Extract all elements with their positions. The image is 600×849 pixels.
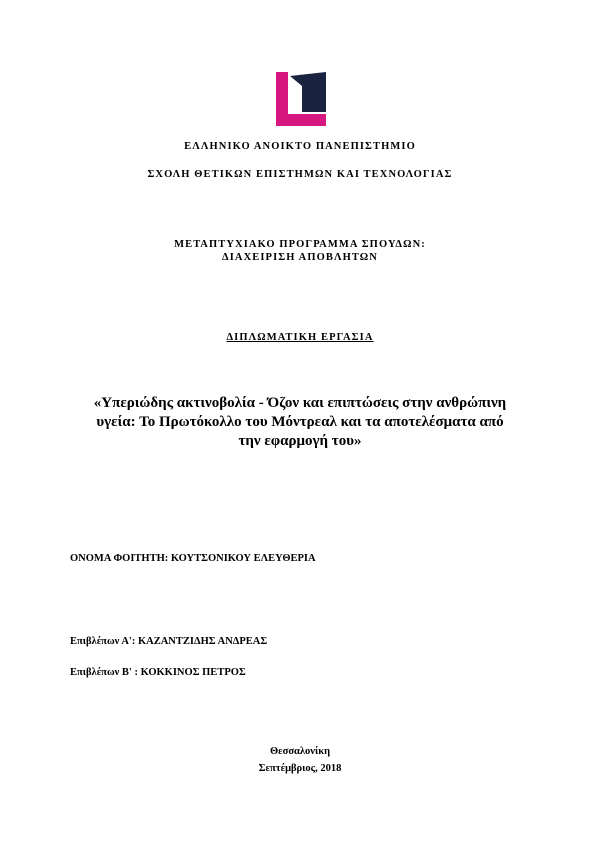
thesis-title-line-3: την εφαρμογή του» <box>238 433 362 449</box>
program-subject: ΔΙΑΧΕΙΡΙΣΗ ΑΠΟΒΛΗΤΩΝ <box>222 252 378 263</box>
thesis-title-line-1: «Υπεριώδης ακτινοβολία - Όζον και επιπτώσεις στην ανθρώπινη <box>93 395 507 411</box>
eap-logo-icon <box>276 72 326 126</box>
supervisor-a: Επιβλέπων Α': ΚΑΖΑΝΤΖΙΔΗΣ ΑΝΔΡΕΑΣ <box>70 636 268 647</box>
school-name: ΣΧΟΛΗ ΘΕΤΙΚΩΝ ΕΠΙΣΤΗΜΩΝ ΚΑΙ ΤΕΧΝΟΛΟΓΙΑΣ <box>147 169 453 180</box>
student-name: ΟΝΟΜΑ ΦΟΙΤΗΤΗ: ΚΟΥΤΣΟΝΙΚΟΥ ΕΛΕΥΘΕΡΙΑ <box>70 553 316 564</box>
thesis-type: ΔΙΠΛΩΜΑΤΙΚΗ ΕΡΓΑΣΙΑ <box>226 332 374 343</box>
city: Θεσσαλονίκη <box>269 746 331 757</box>
thesis-title-line-2: υγεία: Το Πρωτόκολλο του Μόντρεαλ και τα αποτελέσματα από <box>96 414 504 430</box>
date: Σεπτέμβριος, 2018 <box>258 763 342 774</box>
supervisor-b: Επιβλέπων Β' : ΚΟΚΚΙΝΟΣ ΠΕΤΡΟΣ <box>70 667 246 678</box>
thesis-title <box>70 394 530 451</box>
university-name: ΕΛΛΗΝΙΚΟ ΑΝΟΙΚΤΟ ΠΑΝΕΠΙΣΤΗΜΙΟ <box>184 141 416 152</box>
program-block <box>0 238 600 264</box>
eap-logo-graphic <box>276 72 326 126</box>
logo-magenta-base <box>276 114 326 126</box>
program-title: ΜΕΤΑΠΤΥΧΙΑΚΟ ΠΡΟΓΡΑΜΜΑ ΣΠΟΥΔΩΝ: <box>174 239 426 250</box>
